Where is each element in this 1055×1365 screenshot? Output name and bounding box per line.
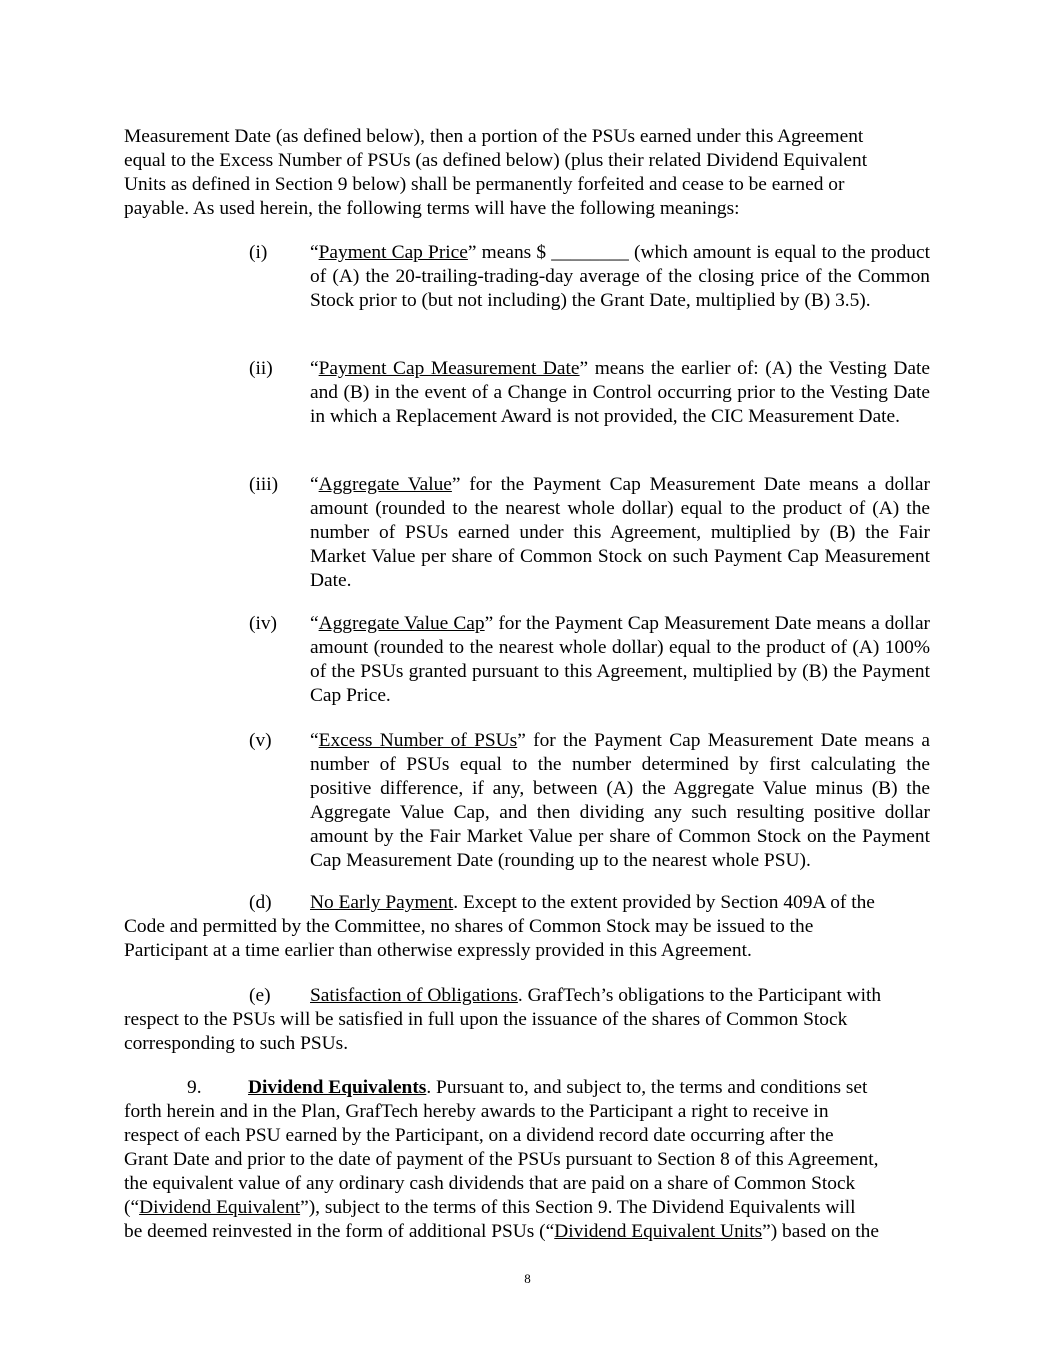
defined-term: Excess Number of PSUs bbox=[318, 730, 518, 751]
section-9-line: be deemed reinvested in the form of additional PSUs (“Dividend Equivalent Units”) based on the bbox=[124, 1221, 879, 1242]
section-9-line: Grant Date and prior to the date of payment of the PSUs pursuant to Section 8 of this Agreement, bbox=[124, 1149, 879, 1170]
section-9-line: the equivalent value of any ordinary cash dividends that are paid on a share of Common Stock bbox=[124, 1173, 856, 1194]
section-9-line: (“Dividend Equivalent”), subject to the terms of this Section 9. The Dividend Equivalents will bbox=[124, 1197, 856, 1218]
section-d-paragraph bbox=[124, 891, 930, 963]
definition-body: “Aggregate Value” for the Payment Cap Measurement Date means a dollar amount (rounded to the nearest whole dollar) equal to the product of (A) the number of PSUs earned under this Agreement, multiplied by (B) the Fair Market Value per share of Common Stock on such Payment Cap Measurement Date. bbox=[310, 474, 931, 591]
definition-text: ” for the Payment Cap Measurement Date means a dollar amount (rounded to the nearest whole dollar) equal to the product of (A) the number of PSUs earned under this Agreement, multiplied by (B) the Fair Market Value per share of Common Stock on such Payment Cap Measurement Date. bbox=[310, 474, 931, 591]
section-e-heading-line: Satisfaction of Obligations. GrafTech’s obligations to the Participant with bbox=[310, 985, 882, 1006]
section-d-line: Code and permitted by the Committee, no shares of Common Stock may be issued to the bbox=[124, 916, 814, 937]
section-e-first-line bbox=[124, 984, 930, 1008]
section-9-line: respect of each PSU earned by the Participant, on a dividend record date occurring after the bbox=[124, 1125, 834, 1146]
intro-line: payable. As used herein, the following terms will have the following meanings: bbox=[124, 198, 740, 219]
intro-line: Measurement Date (as defined below), then a portion of the PSUs earned under this Agreement bbox=[124, 126, 864, 147]
definition-text: ” means $ ________ (which amount is equal to the product of (A) the 20-trailing-trading-day average of the closing price of the Common Stock prior to (but not including) the Grant Date, multiplied by (B) 3.5). bbox=[310, 242, 930, 311]
section-d-first-line bbox=[124, 891, 930, 915]
definition-number: (v) bbox=[249, 730, 272, 751]
defined-term: Payment Cap Price bbox=[318, 242, 468, 263]
defined-term: Aggregate Value bbox=[318, 474, 452, 495]
definition-number: (iii) bbox=[249, 474, 279, 495]
definition-body: “Aggregate Value Cap” for the Payment Cap Measurement Date means a dollar amount (rounded to the nearest whole dollar) equal to the product of (A) 100% of the PSUs granted pursuant to this Agreement, multiplied by (B) the Payment Cap Price. bbox=[310, 613, 931, 706]
section-d-heading: No Early Payment bbox=[310, 892, 454, 913]
intro-line: equal to the Excess Number of PSUs (as defined below) (plus their related Dividend Equivalent bbox=[124, 150, 868, 171]
section-9-heading-line: Dividend Equivalents. Pursuant to, and subject to, the terms and conditions set bbox=[248, 1077, 868, 1098]
definition-text: ” for the Payment Cap Measurement Date means a number of PSUs equal to the number determined by first calculating the positive difference, if any, between (A) the Aggregate Value minus (B) the Aggregate Value Cap, and then dividing any such resulting positive dollar amount by the Fair Market Value per share of Common Stock on the Payment Cap Measurement Date (rounding up to the nearest whole PSU). bbox=[310, 730, 931, 871]
definition-body: “Excess Number of PSUs” for the Payment Cap Measurement Date means a number of PSUs equal to the number determined by first calculating the positive difference, if any, between (A) the Aggregate Value minus (B) the Aggregate Value Cap, and then dividing any such resulting positive dollar amount by the Fair Market Value per share of Common Stock on the Payment Cap Measurement Date (rounding up to the nearest whole PSU). bbox=[310, 730, 931, 871]
definition-number: (ii) bbox=[249, 358, 273, 379]
defined-term: Dividend Equivalent bbox=[139, 1197, 301, 1218]
intro-line: Units as defined in Section 9 below) shall be permanently forfeited and cease to be earned or bbox=[124, 174, 845, 195]
defined-term: Dividend Equivalent Units bbox=[554, 1221, 763, 1242]
definition-text: ” means the earlier of: (A) the Vesting Date and (B) in the event of a Change in Control occurring prior to the Vesting Date in which a Replacement Award is not provided, the CIC Measurement Date. bbox=[310, 358, 930, 427]
definition-body: “Payment Cap Measurement Date” means the earlier of: (A) the Vesting Date and (B) in the event of a Change in Control occurring prior to the Vesting Date in which a Replacement Award is not provided, the CIC Measurement Date. bbox=[310, 358, 930, 427]
section-e-line: respect to the PSUs will be satisfied in full upon the issuance of the shares of Common Stock bbox=[124, 1009, 848, 1030]
section-d-label: (d) bbox=[249, 892, 272, 913]
section-9-paragraph bbox=[124, 1076, 930, 1244]
definition-number: (i) bbox=[249, 242, 268, 263]
section-d-heading-line: No Early Payment. Except to the extent provided by Section 409A of the bbox=[310, 892, 875, 913]
section-e-heading: Satisfaction of Obligations bbox=[310, 985, 518, 1006]
defined-term: Aggregate Value Cap bbox=[318, 613, 485, 634]
section-9-number: 9. bbox=[187, 1077, 202, 1098]
section-d-line: Participant at a time earlier than otherwise expressly provided in this Agreement. bbox=[124, 940, 752, 961]
page-number: 8 bbox=[524, 1271, 531, 1286]
section-e-label: (e) bbox=[249, 985, 271, 1006]
definition-text: ” for the Payment Cap Measurement Date means a dollar amount (rounded to the nearest whole dollar) equal to the product of (A) 100% of the PSUs granted pursuant to this Agreement, multiplied by (B) the Payment Cap Price. bbox=[310, 613, 931, 706]
section-e-line: corresponding to such PSUs. bbox=[124, 1033, 349, 1054]
section-9-line: forth herein and in the Plan, GrafTech hereby awards to the Participant a right to receive in bbox=[124, 1101, 829, 1122]
section-9-first-line bbox=[124, 1076, 930, 1100]
defined-term: Payment Cap Measurement Date bbox=[318, 358, 580, 379]
definition-body: “Payment Cap Price” means $ ________ (which amount is equal to the product of (A) the 20-trailing-trading-day average of the closing price of the Common Stock prior to (but not including) the Grant Date, multiplied by (B) 3.5). bbox=[310, 242, 930, 311]
definition-number: (iv) bbox=[249, 613, 277, 634]
intro-paragraph bbox=[124, 125, 930, 221]
section-e-paragraph bbox=[124, 984, 930, 1056]
section-9-heading: Dividend Equivalents bbox=[248, 1077, 427, 1098]
